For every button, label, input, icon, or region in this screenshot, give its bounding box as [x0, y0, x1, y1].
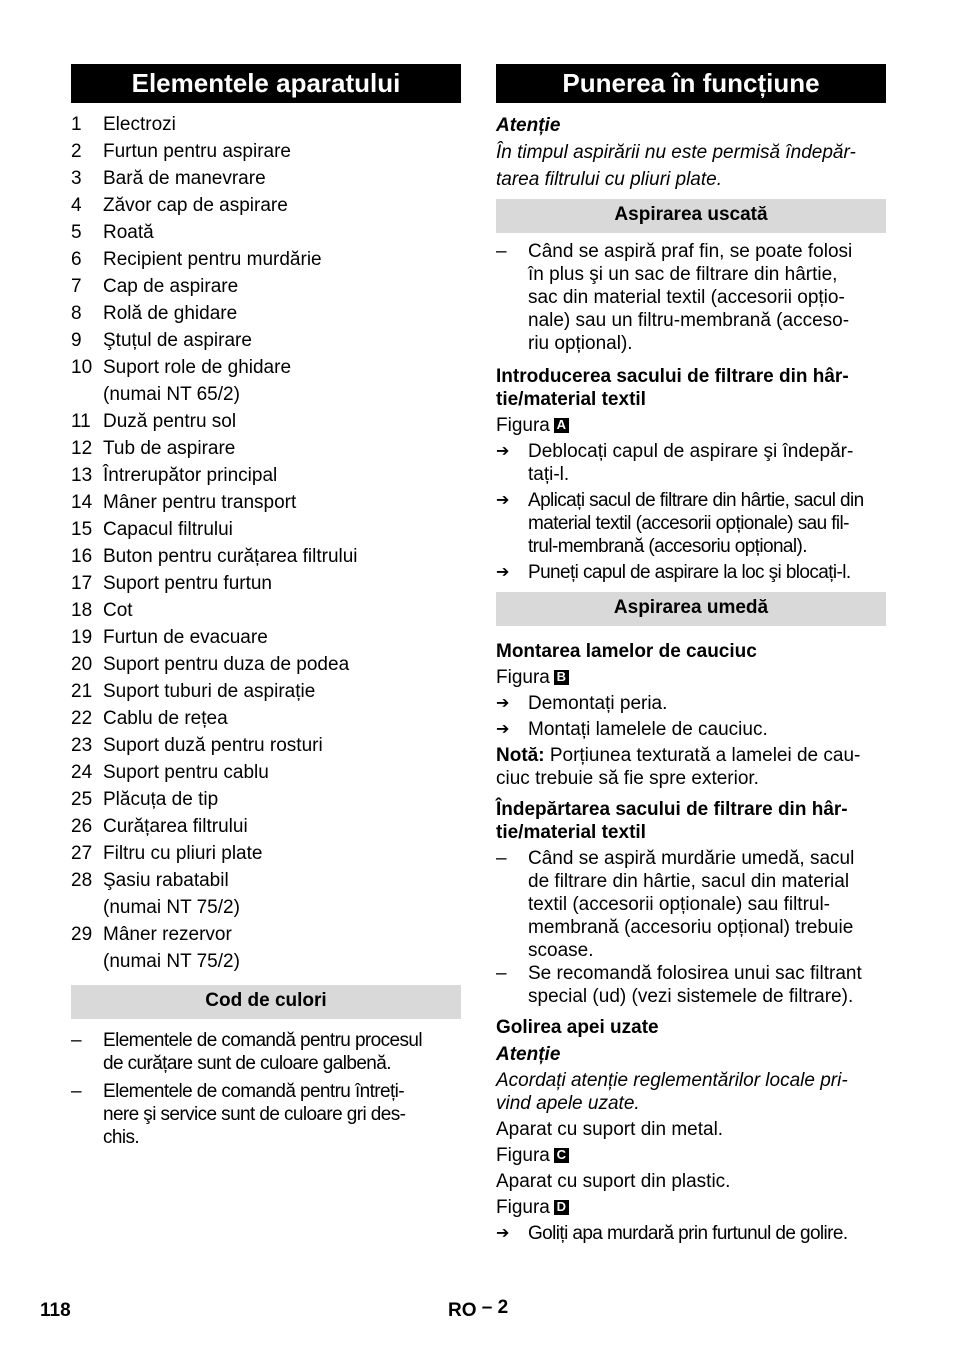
- instruction-step: [496, 1222, 886, 1245]
- item-number: 14: [71, 492, 93, 513]
- figure-letter-box: A: [554, 418, 569, 433]
- text-line: Când se aspiră praf fin, se poate folosi: [528, 241, 853, 262]
- list-item: [71, 813, 461, 840]
- item-text: [103, 678, 315, 705]
- text-line: Îndepărtarea sacului de filtrare din hâr-: [496, 799, 848, 820]
- item-number: 27: [71, 843, 93, 864]
- text-line: tie/material textil: [496, 389, 646, 410]
- figure-letter-box: C: [554, 1148, 569, 1163]
- dash-marker: –: [496, 241, 507, 262]
- item-text: [103, 759, 269, 786]
- item-number: 4: [71, 195, 82, 216]
- item-label: Cap de aspirare: [103, 276, 239, 297]
- figure-reference-b: [496, 666, 886, 689]
- item-label: Mâner pentru transport: [103, 492, 297, 513]
- text-line: Când se aspiră murdărie umedă, sacul: [528, 848, 855, 869]
- item-note: (numai NT 75/2): [103, 897, 240, 918]
- item-text: [103, 786, 218, 813]
- dry-vacuuming-note: [496, 240, 886, 355]
- text-line: membrană (accesoriu opțional) trebuie: [528, 917, 854, 938]
- item-text: [103, 111, 176, 138]
- list-item: [71, 759, 461, 786]
- figure-label: Figura: [496, 415, 550, 436]
- spacer: [71, 1149, 461, 1154]
- text-line: Introducerea sacului de filtrare din hâr-: [496, 366, 849, 387]
- item-number: 2: [71, 141, 82, 162]
- item-text: [103, 867, 240, 921]
- rubber-lamellae-heading: Montarea lamelor de cauciuc: [496, 641, 757, 662]
- step-text: Demontați peria.: [528, 693, 668, 714]
- list-item: [71, 219, 461, 246]
- list-item: [71, 246, 461, 273]
- item-label: Suport duză pentru rosturi: [103, 735, 323, 756]
- text-line: În timpul aspirării nu este permisă îndepăr-: [496, 142, 856, 163]
- item-label: Plăcuța de tip: [103, 789, 219, 810]
- text-line: de curățare sunt de culoare galbenă.: [103, 1053, 391, 1074]
- item-text: [103, 165, 266, 192]
- step-text: Montați lamelele de cauciuc.: [528, 719, 768, 740]
- item-text: [103, 435, 235, 462]
- item-text: [103, 624, 268, 651]
- list-item: [71, 732, 461, 759]
- list-item: [71, 543, 461, 570]
- item-label: Zăvor cap de aspirare: [103, 195, 288, 216]
- text-line: trul-membrană (accesoriu opțional).: [528, 536, 807, 557]
- item-text: [103, 651, 349, 678]
- color-code-text: [103, 1080, 405, 1149]
- note-paragraph: [496, 744, 886, 790]
- item-label: Furtun de evacuare: [103, 627, 268, 648]
- item-number: 20: [71, 654, 93, 675]
- list-item: [71, 408, 461, 435]
- arrow-icon: ➔: [496, 492, 509, 509]
- insert-filter-bag-heading: [496, 365, 886, 411]
- text-line: material textil (accesorii opționale) sau fil-: [528, 513, 849, 534]
- section-title-commissioning: Punerea în funcțiune: [496, 64, 886, 103]
- item-label: Suport pentru furtun: [103, 573, 272, 594]
- item-text: [103, 516, 233, 543]
- text-line: chis.: [103, 1127, 140, 1148]
- item-number: 29: [71, 924, 93, 945]
- item-label: Suport pentru cablu: [103, 762, 269, 783]
- item-text: [103, 489, 296, 516]
- spacer: [496, 233, 886, 240]
- list-item: [71, 489, 461, 516]
- step-text: [528, 440, 853, 486]
- item-note: (numai NT 75/2): [103, 951, 240, 972]
- arrow-icon: ➔: [496, 721, 510, 738]
- item-number: 5: [71, 222, 82, 243]
- item-note: (numai NT 65/2): [103, 384, 240, 405]
- text-line: Puneți capul de aspirare la loc şi blocați-l.: [528, 562, 851, 583]
- text-line: Se recomandă folosirea unui sac filtrant: [528, 963, 862, 984]
- figure-label: Figura: [496, 1197, 550, 1218]
- item-number: 24: [71, 762, 93, 783]
- instruction-step: [496, 561, 886, 584]
- text-line: Elementele de comandă pentru întreți-: [103, 1081, 404, 1102]
- text-line: tie/material textil: [496, 822, 646, 843]
- item-text: [103, 705, 228, 732]
- instruction-step: [496, 692, 886, 715]
- dash-marker: –: [71, 1030, 81, 1051]
- item-label: Capacul filtrului: [103, 519, 233, 540]
- figure-letter-box: B: [554, 670, 569, 685]
- dash-marker: –: [496, 963, 507, 984]
- item-text: [103, 597, 133, 624]
- dry-vacuuming-text: [528, 240, 852, 355]
- item-label: Recipient pentru murdărie: [103, 249, 322, 270]
- note-text: Porțiunea texturată a lamelei de cau-: [544, 745, 861, 766]
- device-elements-list: [71, 111, 461, 975]
- item-label: Suport tuburi de aspirație: [103, 681, 316, 702]
- text-line: special (ud) (vezi sistemele de filtrare).: [528, 986, 854, 1007]
- list-item: [71, 435, 461, 462]
- step-text: Goliți apa murdară prin furtunul de golire.: [528, 1223, 848, 1244]
- item-label: Suport role de ghidare: [103, 357, 292, 378]
- list-item: [71, 462, 461, 489]
- figure-label: Figura: [496, 667, 550, 688]
- item-number: 15: [71, 519, 93, 540]
- item-text: [103, 543, 358, 570]
- item-label: Şasiu rabatabil: [103, 870, 229, 891]
- list-item: [71, 354, 461, 408]
- list-item: [71, 921, 461, 975]
- item-number: 13: [71, 465, 93, 486]
- list-item: [71, 273, 461, 300]
- figure-reference-a: [496, 414, 886, 437]
- text-line: nale) sau un filtru-membrană (acceso-: [528, 310, 850, 331]
- text-line: vind apele uzate.: [496, 1093, 640, 1114]
- item-number: 7: [71, 276, 82, 297]
- right-column: [496, 64, 886, 1248]
- item-label: Filtru cu pliuri plate: [103, 843, 263, 864]
- item-text: [103, 570, 272, 597]
- metal-support-line: Aparat cu suport din metal.: [496, 1119, 724, 1140]
- instruction-step: [496, 440, 886, 486]
- item-text: [103, 840, 262, 867]
- dry-vacuuming-heading: Aspirarea uscată: [496, 199, 886, 233]
- note-first-line: [496, 744, 886, 767]
- item-text: [103, 300, 237, 327]
- text-line: Elementele de comandă pentru procesul: [103, 1030, 422, 1051]
- list-item: [71, 570, 461, 597]
- item-label: Ştuțul de aspirare: [103, 330, 252, 351]
- text-line: textil (accesorii opționale) sau filtrul-: [528, 894, 831, 915]
- item-text: [103, 462, 277, 489]
- item-label: Furtun pentru aspirare: [103, 141, 291, 162]
- step-text: [528, 561, 851, 584]
- dash-marker: –: [71, 1081, 81, 1102]
- item-text: [103, 219, 154, 246]
- note-text: ciuc trebuie să fie spre exterior.: [496, 768, 759, 789]
- item-label: Întrerupător principal: [103, 465, 278, 486]
- item-text: [103, 192, 288, 219]
- figure-reference-d: [496, 1196, 886, 1219]
- item-number: 9: [71, 330, 82, 351]
- list-item: [71, 516, 461, 543]
- note-label: Notă:: [496, 745, 545, 766]
- attention-text: [496, 139, 886, 193]
- list-item: [71, 597, 461, 624]
- sub-page-number: – 2: [481, 1297, 509, 1318]
- remove-filter-bag-heading: [496, 798, 886, 844]
- list-item: [71, 651, 461, 678]
- item-number: 26: [71, 816, 93, 837]
- text-line: riu opțional).: [528, 333, 633, 354]
- item-number: 21: [71, 681, 93, 702]
- item-label: Bară de manevrare: [103, 168, 266, 189]
- item-number: 17: [71, 573, 93, 594]
- item-number: 25: [71, 789, 93, 810]
- list-item: [71, 192, 461, 219]
- item-label: Tub de aspirare: [103, 438, 236, 459]
- color-code-heading: Cod de culori: [71, 985, 461, 1019]
- text-line: Aplicați sacul de filtrare din hârtie, sacul din: [528, 490, 864, 511]
- dash-marker: –: [496, 848, 507, 869]
- text-line: Acordați atenție reglementărilor locale pri-: [496, 1070, 848, 1091]
- language-code: RO: [448, 1300, 477, 1321]
- spacer: [71, 1019, 461, 1029]
- drain-water-heading: Golirea apei uzate: [496, 1017, 659, 1038]
- item-number: 1: [71, 114, 82, 135]
- item-number: 18: [71, 600, 93, 621]
- remove-filter-text: [528, 962, 862, 1008]
- text-line: tarea filtrului cu pliuri plate.: [496, 169, 722, 190]
- left-column: [71, 64, 461, 1154]
- arrow-icon: ➔: [496, 443, 510, 460]
- list-item: [71, 867, 461, 921]
- item-text: [103, 246, 322, 273]
- text-line: nere şi service sunt de culoare gri des-: [103, 1104, 406, 1125]
- remove-filter-text: [528, 847, 854, 962]
- item-text: [103, 327, 252, 354]
- text-line: sac din material textil (accesorii opțio-: [528, 287, 845, 308]
- color-code-text: [103, 1029, 422, 1075]
- item-number: 19: [71, 627, 93, 648]
- item-number: 16: [71, 546, 93, 567]
- instruction-step: [496, 489, 886, 558]
- spacer: [496, 1245, 886, 1248]
- figure-label: Figura: [496, 1145, 550, 1166]
- item-text: [103, 921, 240, 975]
- text-line: în plus şi un sac de filtrare din hârtie,: [528, 264, 838, 285]
- item-label: Duză pentru sol: [103, 411, 237, 432]
- spacer: [496, 790, 886, 798]
- item-label: Roată: [103, 222, 154, 243]
- color-code-item: [71, 1080, 461, 1149]
- text-line: tați-l.: [528, 464, 570, 485]
- page-number: 118: [40, 1300, 71, 1321]
- attention-label: Atenție: [496, 115, 561, 136]
- text-line: Deblocați capul de aspirare şi îndepăr-: [528, 441, 854, 462]
- list-item: [71, 138, 461, 165]
- list-item: [71, 327, 461, 354]
- item-text: [103, 732, 323, 759]
- item-number: 22: [71, 708, 93, 729]
- item-number: 8: [71, 303, 82, 324]
- list-item: [71, 111, 461, 138]
- wet-vacuuming-heading: Aspirarea umedă: [496, 592, 886, 626]
- list-item: [71, 624, 461, 651]
- list-item: [71, 678, 461, 705]
- spacer: [496, 626, 886, 640]
- list-item: [71, 786, 461, 813]
- attention-label: Atenție: [496, 1044, 561, 1065]
- list-item: [71, 840, 461, 867]
- item-label: Rolă de ghidare: [103, 303, 238, 324]
- item-label: Curățarea filtrului: [103, 816, 248, 837]
- item-text: [103, 813, 248, 840]
- item-label: Cablu de rețea: [103, 708, 228, 729]
- page-language-footer: [448, 1297, 508, 1324]
- figure-letter-box: D: [554, 1200, 569, 1215]
- item-number: 12: [71, 438, 93, 459]
- remove-filter-note: [496, 847, 886, 962]
- item-text: [103, 138, 291, 165]
- list-item: [71, 705, 461, 732]
- arrow-icon: ➔: [496, 564, 509, 581]
- text-line: de filtrare din hârtie, sacul din material: [528, 871, 850, 892]
- spacer: [496, 1008, 886, 1016]
- remove-filter-note: [496, 962, 886, 1008]
- item-label: Buton pentru curățarea filtrului: [103, 546, 358, 567]
- spacer: [496, 103, 886, 112]
- item-number: 6: [71, 249, 82, 270]
- item-text: [103, 354, 291, 408]
- item-number: 23: [71, 735, 93, 756]
- instruction-step: [496, 718, 886, 741]
- item-number: 10: [71, 357, 93, 378]
- item-label: Suport pentru duza de podea: [103, 654, 350, 675]
- spacer: [71, 975, 461, 985]
- item-label: Electrozi: [103, 114, 176, 135]
- item-text: [103, 408, 236, 435]
- arrow-icon: ➔: [496, 695, 510, 712]
- color-code-item: [71, 1029, 461, 1075]
- list-item: [71, 165, 461, 192]
- item-text: [103, 273, 238, 300]
- item-number: 28: [71, 870, 93, 891]
- item-number: 3: [71, 168, 82, 189]
- item-number: 11: [71, 411, 91, 432]
- figure-reference-c: [496, 1144, 886, 1167]
- item-label: Mâner rezervor: [103, 924, 232, 945]
- text-line: scoase.: [528, 940, 594, 961]
- section-title-device-elements: Elementele aparatului: [71, 64, 461, 103]
- step-text: [528, 489, 864, 558]
- attention-text: [496, 1069, 886, 1115]
- arrow-icon: ➔: [496, 1225, 509, 1242]
- list-item: [71, 300, 461, 327]
- spacer: [496, 355, 886, 365]
- plastic-support-line: Aparat cu suport din plastic.: [496, 1171, 731, 1192]
- item-label: Cot: [103, 600, 133, 621]
